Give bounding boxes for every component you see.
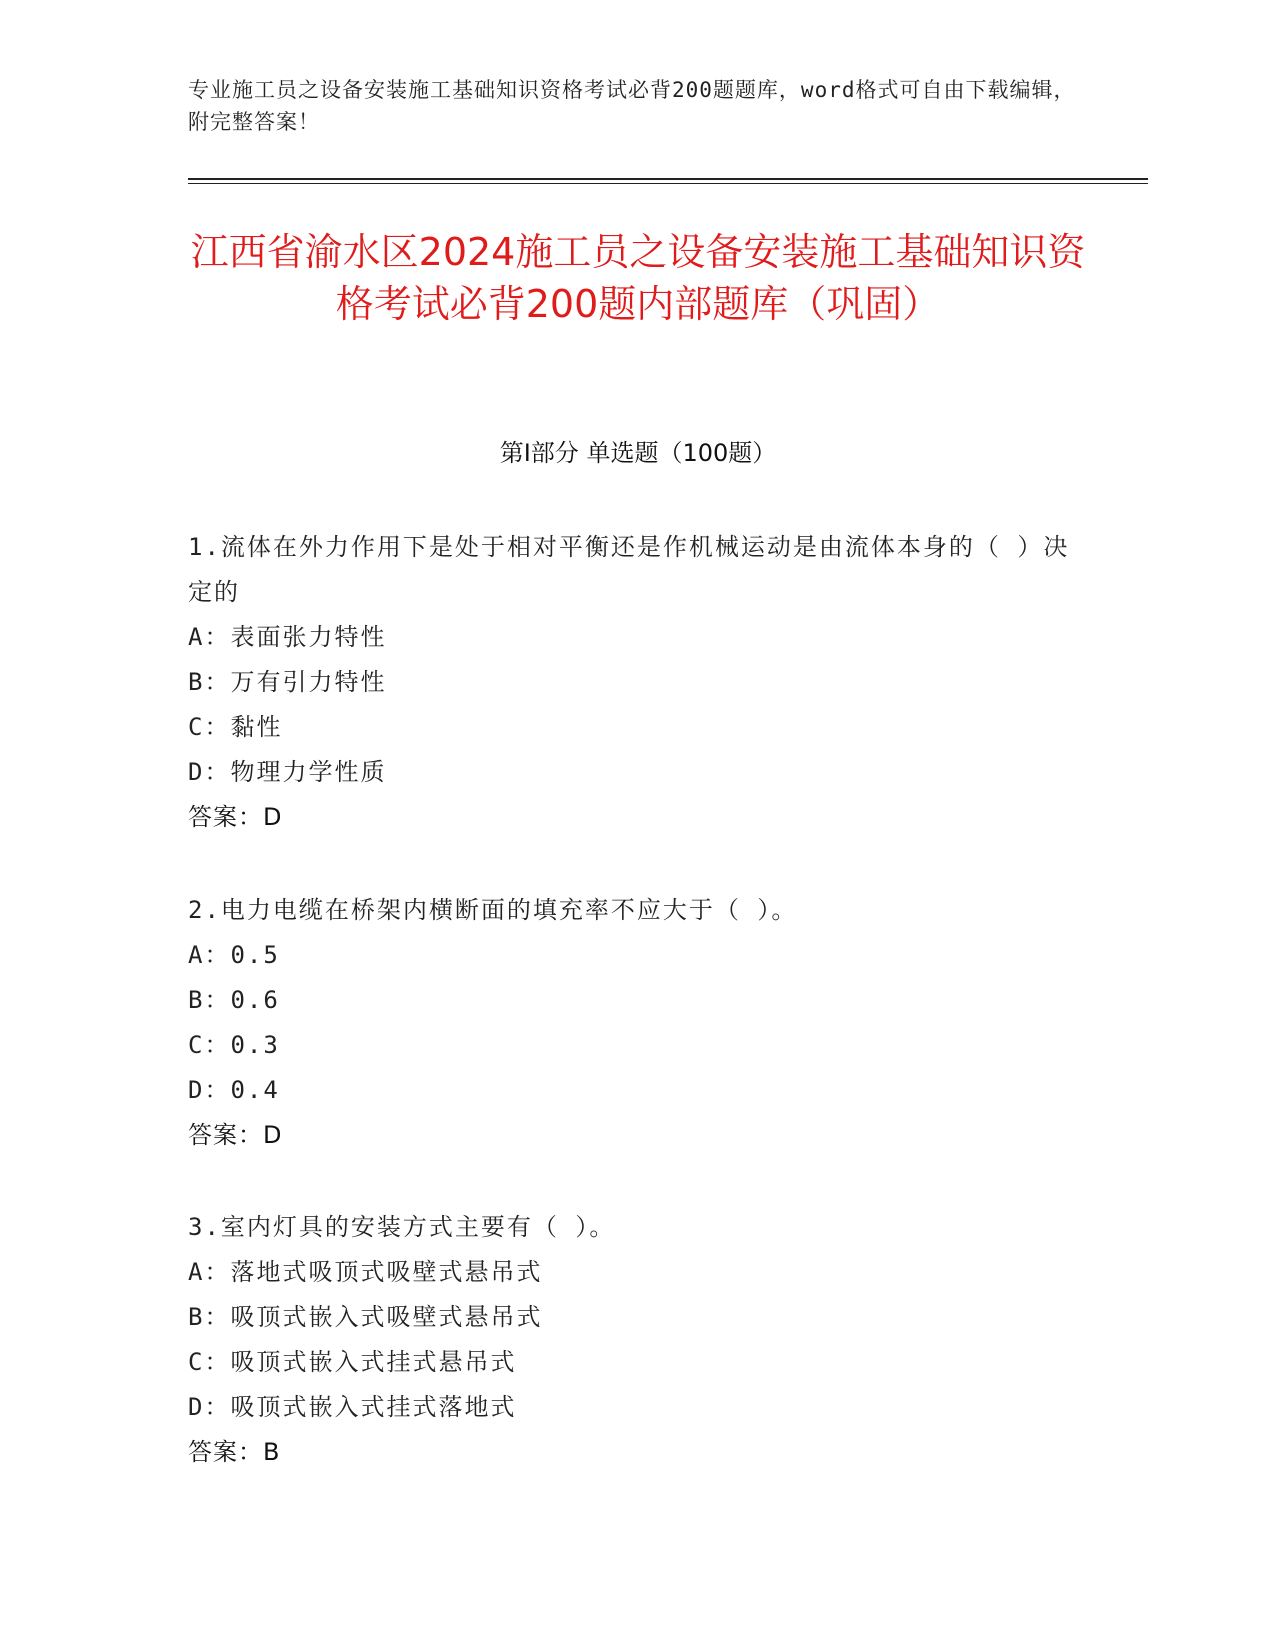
section-heading: 第Ⅰ部分 单选题（100题） [499, 439, 777, 467]
question-stem: 2.电力电缆在桥架内横断面的填充率不应大于（ ）。 [188, 896, 798, 924]
question-1 [188, 525, 1088, 840]
option-a: A：0.5 [188, 941, 280, 969]
option-c: C：0.3 [188, 1031, 280, 1059]
option-d: D：吸顶式嵌入式挂式落地式 [188, 1393, 517, 1421]
option-b: B：吸顶式嵌入式吸壁式悬吊式 [188, 1303, 543, 1331]
question-3 [188, 1205, 1088, 1475]
option-d: D：物理力学性质 [188, 758, 387, 786]
option-b: B：0.6 [188, 986, 280, 1014]
option-c: C：吸顶式嵌入式挂式悬吊式 [188, 1348, 517, 1376]
answer-line: 答案：B [188, 1438, 281, 1466]
answer-line: 答案：D [188, 1121, 283, 1149]
header-divider-thin [188, 183, 1148, 184]
option-a: A：表面张力特性 [188, 623, 387, 651]
option-d: D：0.4 [188, 1076, 280, 1104]
document-title: 江西省渝水区2024施工员之设备安装施工基础知识资格考试必背200题内部题库（巩固） [190, 230, 1086, 326]
question-stem: 1.流体在外力作用下是处于相对平衡还是作机械运动是由流体本身的（ ）决定的 [188, 533, 1070, 606]
option-a: A：落地式吸顶式吸壁式悬吊式 [188, 1258, 543, 1286]
option-b: B：万有引力特性 [188, 668, 387, 696]
question-stem: 3.室内灯具的安装方式主要有（ ）。 [188, 1213, 616, 1241]
header-note: 专业施工员之设备安装施工基础知识资格考试必背200题题库，word格式可自由下载编辑，附完整答案！ [188, 78, 1076, 134]
header-divider-thick [188, 178, 1148, 180]
option-c: C：黏性 [188, 713, 283, 741]
question-2 [188, 888, 1088, 1158]
answer-line: 答案：D [188, 803, 283, 831]
